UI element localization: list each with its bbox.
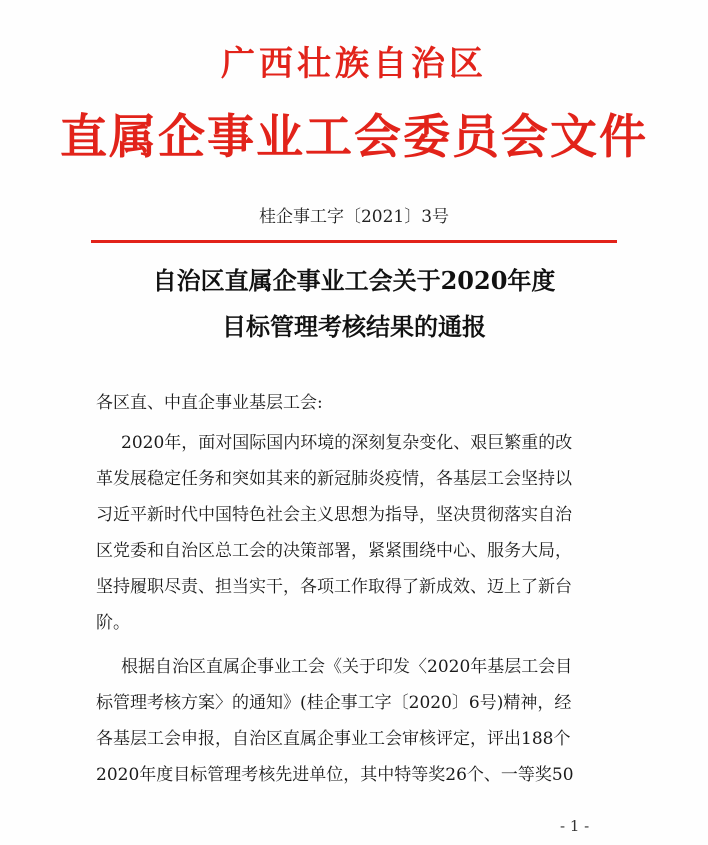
issuing-org-region: 广西壮族自治区	[221, 44, 487, 84]
paragraph-1-line: 坚持履职尽责、担当实干，各项工作取得了新成效、迈上了新台	[96, 577, 572, 597]
page-number: - 1 -	[560, 817, 590, 835]
paragraph-2-line: 2020年度目标管理考核先进单位，其中特等奖26个、一等奖50	[96, 765, 574, 785]
paragraph-1-line: 阶。	[96, 613, 130, 633]
red-header-divider	[91, 240, 617, 243]
paragraph-2-line: 各基层工会申报，自治区直属企事业工会审核评定，评出188个	[96, 729, 571, 749]
document-title-line-2: 目标管理考核结果的通报	[222, 312, 486, 341]
paragraph-1-line: 2020年，面对国际国内环境的深刻复杂变化、艰巨繁重的改	[121, 433, 573, 453]
paragraph-1-line: 革发展稳定任务和突如其来的新冠肺炎疫情，各基层工会坚持以	[96, 469, 572, 489]
paragraph-2-line: 根据自治区直属企事业工会《关于印发〈2020年基层工会目	[121, 657, 573, 677]
paragraph-1-line: 习近平新时代中国特色社会主义思想为指导，坚决贯彻落实自治	[96, 505, 572, 525]
issuing-org-document-header: 直属企事业工会委员会文件	[60, 110, 648, 165]
paragraph-2-line: 标管理考核方案〉的通知》(桂企事工字〔2020〕6号)精神，经	[96, 693, 572, 713]
salutation: 各区直、中直企事业基层工会:	[96, 393, 323, 413]
document-number: 桂企事工字〔2021〕3号	[258, 207, 450, 227]
document-title-line-1: 自治区直属企事业工会关于2020年度	[152, 266, 556, 295]
paragraph-1-line: 区党委和自治区总工会的决策部署，紧紧围绕中心、服务大局，	[96, 541, 572, 561]
